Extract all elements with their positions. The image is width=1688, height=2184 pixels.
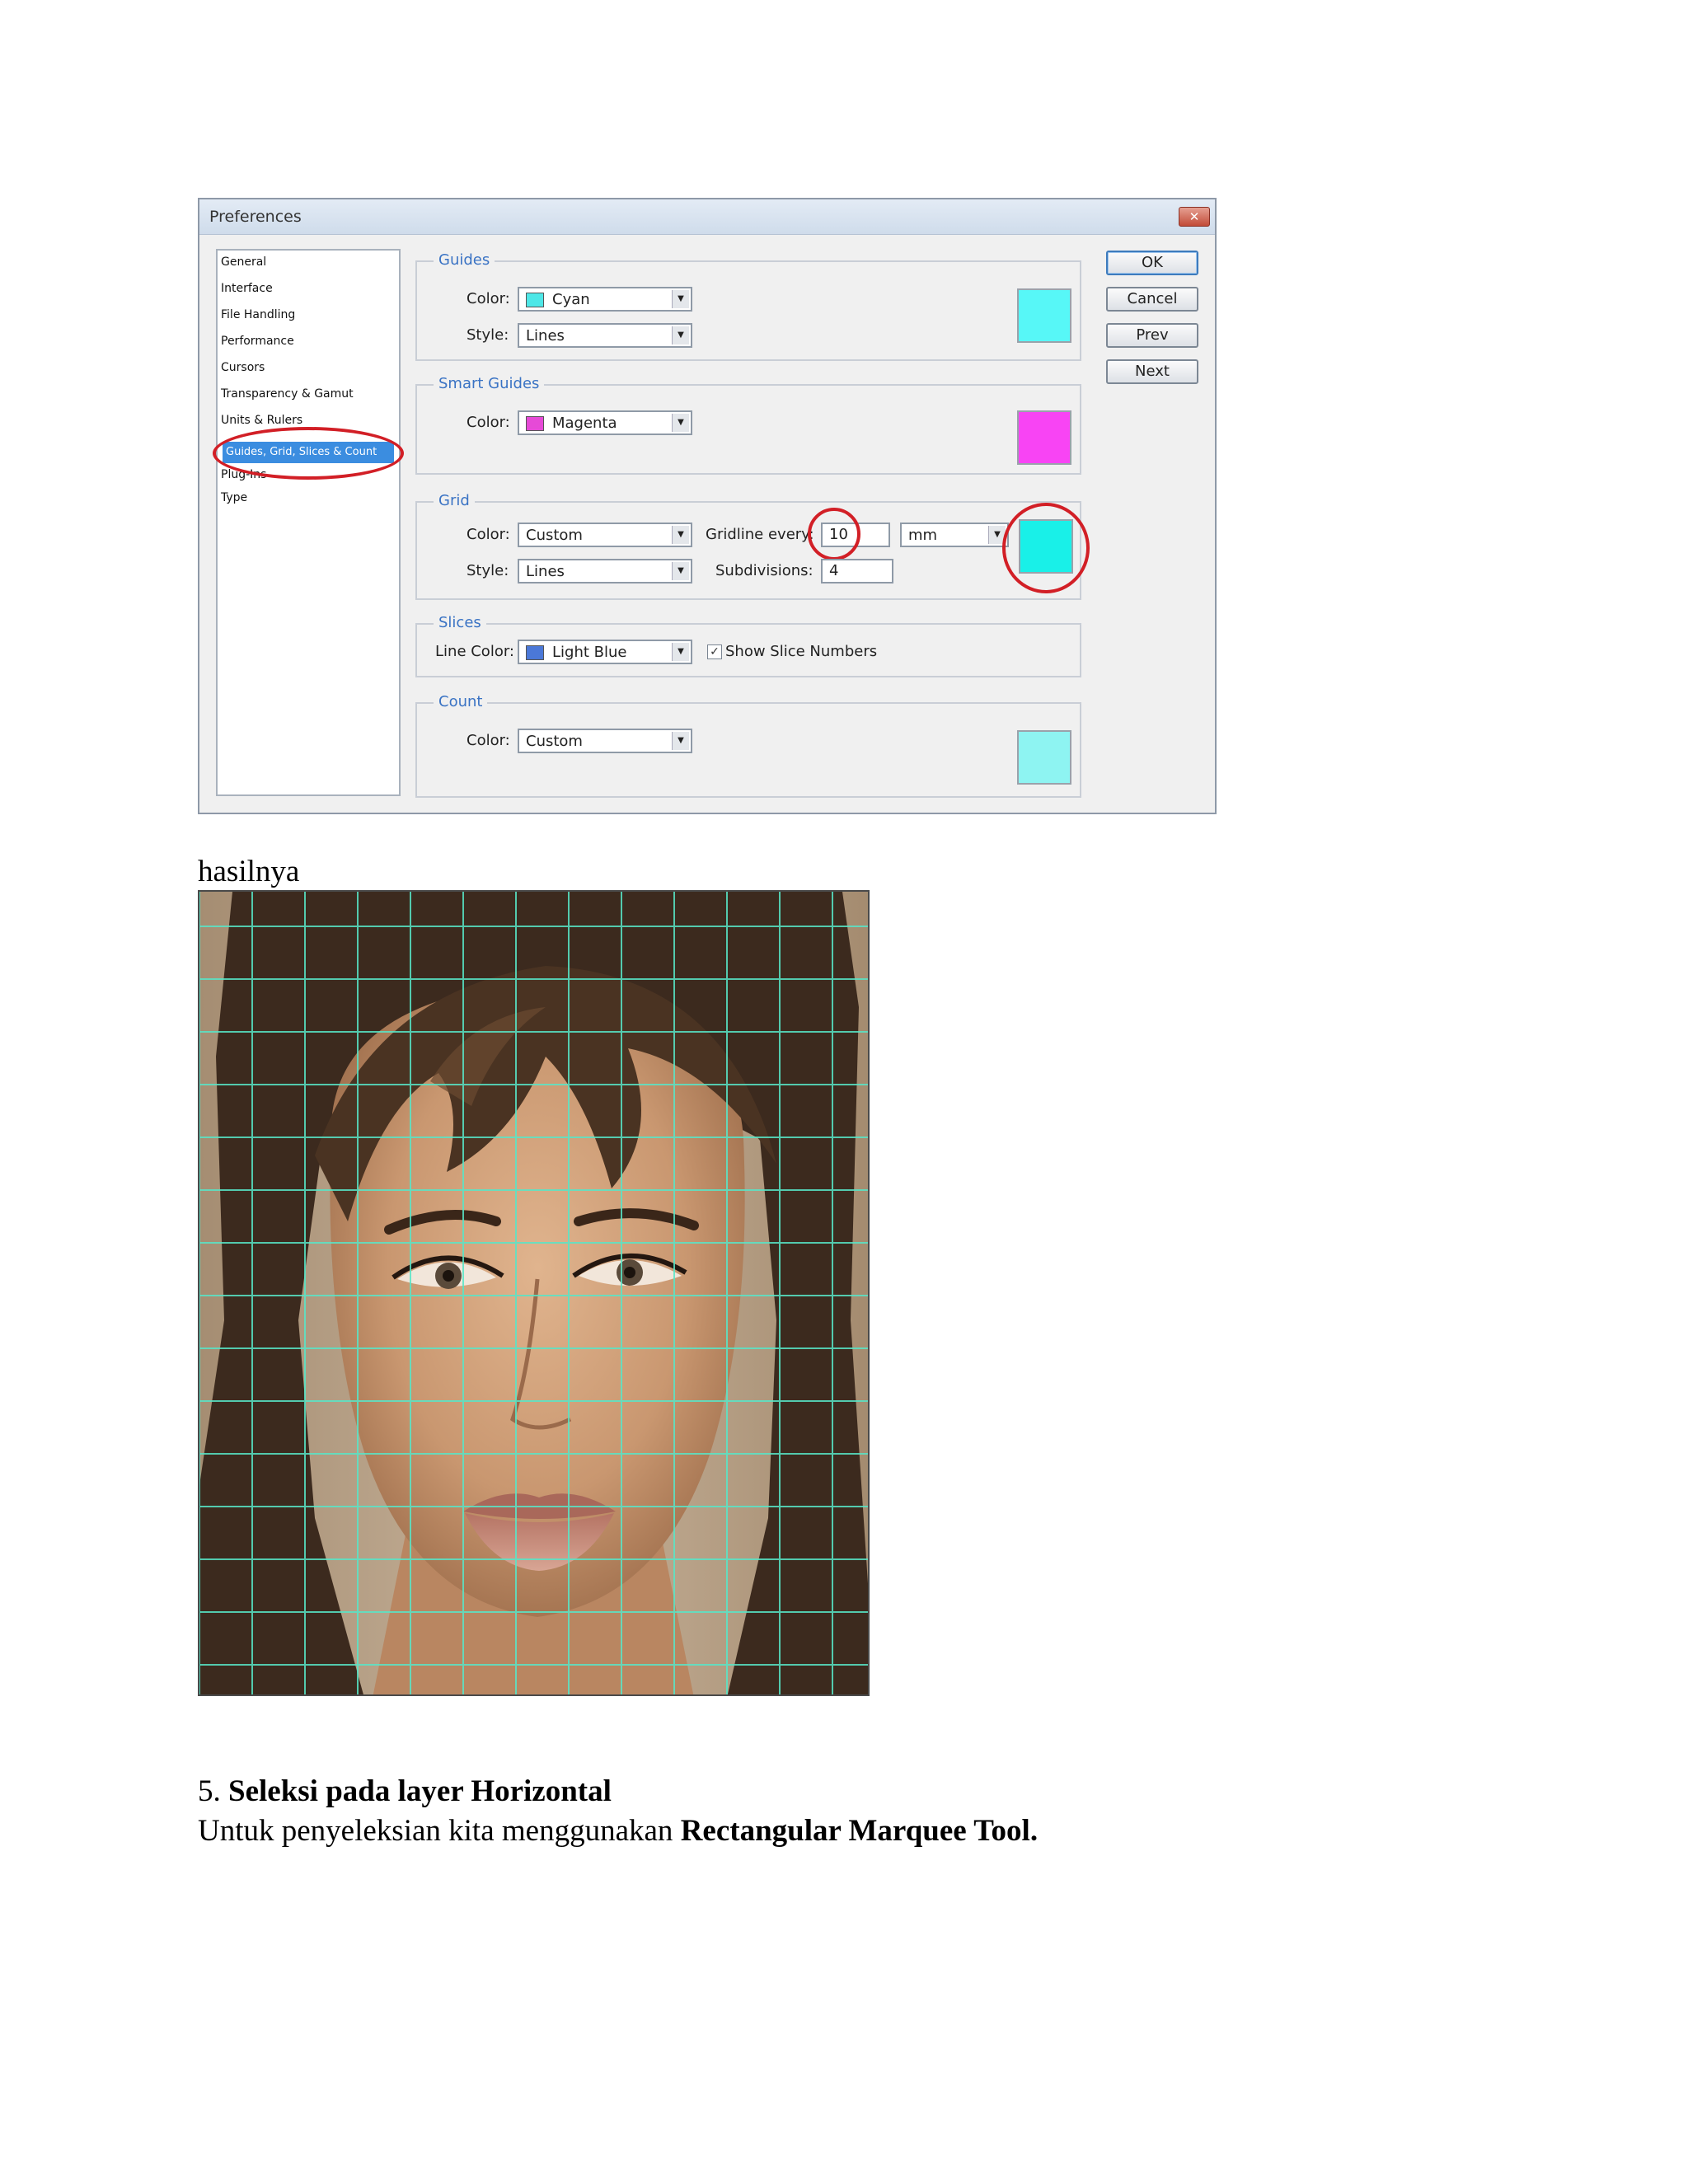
dialog-title: Preferences bbox=[209, 208, 302, 226]
chevron-down-icon: ▼ bbox=[672, 562, 689, 580]
gridline-every-input[interactable]: 10 bbox=[821, 523, 890, 547]
guides-group bbox=[415, 251, 1081, 361]
smart-guides-color-select[interactable] bbox=[518, 410, 692, 435]
category-units-rulers[interactable]: Units & Rulers bbox=[221, 414, 303, 427]
smart-guides-title: Smart Guides bbox=[434, 375, 544, 392]
guides-style-label: Style: bbox=[467, 326, 509, 344]
next-button[interactable]: Next bbox=[1106, 359, 1198, 384]
subdivisions-input[interactable]: 4 bbox=[821, 559, 893, 583]
count-color-select[interactable] bbox=[518, 729, 692, 753]
grid-unit-value: mm bbox=[908, 527, 938, 544]
portrait-illustration bbox=[199, 892, 870, 1696]
grid-style-label: Style: bbox=[467, 562, 509, 579]
slices-title: Slices bbox=[434, 614, 486, 631]
show-slice-numbers-label: Show Slice Numbers bbox=[725, 643, 878, 660]
cancel-button[interactable]: Cancel bbox=[1106, 287, 1198, 312]
count-color-label: Color: bbox=[467, 732, 510, 749]
smart-guides-color-preview[interactable] bbox=[1017, 410, 1071, 465]
section-body-prefix: Untuk penyeleksian kita menggunakan bbox=[198, 1814, 673, 1848]
chevron-down-icon: ▼ bbox=[672, 643, 689, 661]
category-list bbox=[216, 249, 401, 796]
count-title: Count bbox=[434, 693, 487, 710]
gridline-every-label: Gridline every: bbox=[706, 526, 814, 543]
close-icon[interactable]: ✕ bbox=[1179, 207, 1210, 227]
smart-guides-color-label: Color: bbox=[467, 414, 510, 431]
portrait-with-grid-image bbox=[198, 890, 870, 1696]
grid-color-select[interactable] bbox=[518, 523, 692, 547]
category-cursors[interactable]: Cursors bbox=[221, 361, 265, 374]
section-number: 5. bbox=[198, 1774, 221, 1808]
prev-button[interactable]: Prev bbox=[1106, 323, 1198, 348]
guides-color-label: Color: bbox=[467, 290, 510, 307]
highlight-circle bbox=[1002, 503, 1090, 593]
slices-group bbox=[415, 614, 1081, 677]
section-body bbox=[198, 1813, 1038, 1849]
guides-color-value: Cyan bbox=[552, 291, 590, 308]
category-plug-ins[interactable]: Plug-Ins bbox=[221, 468, 267, 481]
dialog-title-bar bbox=[199, 199, 1215, 235]
highlight-circle bbox=[213, 427, 404, 480]
category-performance[interactable]: Performance bbox=[221, 335, 294, 348]
guides-color-preview[interactable] bbox=[1017, 288, 1071, 343]
section-title: Seleksi pada layer Horizontal bbox=[228, 1774, 612, 1808]
category-general[interactable]: General bbox=[221, 255, 267, 269]
chevron-down-icon: ▼ bbox=[672, 732, 689, 750]
grid-color-value: Custom bbox=[526, 527, 583, 544]
slices-line-color-label: Line Color: bbox=[435, 643, 514, 660]
smart-guides-color-value: Magenta bbox=[552, 415, 617, 432]
guides-title: Guides bbox=[434, 251, 495, 269]
chevron-down-icon: ▼ bbox=[672, 290, 689, 308]
grid-style-select[interactable] bbox=[518, 559, 692, 583]
smart-guides-color-chip bbox=[526, 416, 544, 431]
guides-style-value: Lines bbox=[526, 327, 565, 344]
grid-unit-select[interactable] bbox=[900, 523, 1009, 547]
section-body-tool: Rectangular Marquee Tool. bbox=[680, 1814, 1039, 1848]
caption-text: hasilnya bbox=[198, 855, 300, 888]
guides-color-select[interactable] bbox=[518, 287, 692, 312]
chevron-down-icon: ▼ bbox=[672, 526, 689, 544]
slices-line-color-value: Light Blue bbox=[552, 644, 627, 661]
subdivisions-label: Subdivisions: bbox=[715, 562, 814, 579]
chevron-down-icon: ▼ bbox=[988, 526, 1006, 544]
category-file-handling[interactable]: File Handling bbox=[221, 308, 296, 321]
category-guides-grid-selected[interactable]: Guides, Grid, Slices & Count bbox=[223, 442, 394, 463]
count-color-value: Custom bbox=[526, 733, 583, 750]
ok-button[interactable]: OK bbox=[1106, 251, 1198, 275]
count-color-preview[interactable] bbox=[1017, 730, 1071, 785]
preferences-dialog bbox=[198, 198, 1217, 814]
category-transparency[interactable]: Transparency & Gamut bbox=[221, 387, 354, 401]
grid-group bbox=[415, 492, 1081, 600]
guides-style-select[interactable] bbox=[518, 323, 692, 348]
section-heading bbox=[198, 1774, 612, 1809]
grid-color-label: Color: bbox=[467, 526, 510, 543]
grid-title: Grid bbox=[434, 492, 475, 509]
highlight-circle bbox=[808, 508, 860, 560]
category-interface[interactable]: Interface bbox=[221, 282, 273, 295]
show-slice-numbers-checkbox[interactable]: ✓ bbox=[707, 644, 722, 659]
chevron-down-icon: ▼ bbox=[672, 326, 689, 344]
category-type[interactable]: Type bbox=[221, 491, 248, 504]
chevron-down-icon: ▼ bbox=[672, 414, 689, 432]
count-group bbox=[415, 693, 1081, 798]
grid-style-value: Lines bbox=[526, 563, 565, 580]
slices-line-color-select[interactable] bbox=[518, 640, 692, 664]
smart-guides-group bbox=[415, 375, 1081, 475]
slices-color-chip bbox=[526, 645, 544, 660]
guides-color-chip bbox=[526, 293, 544, 307]
